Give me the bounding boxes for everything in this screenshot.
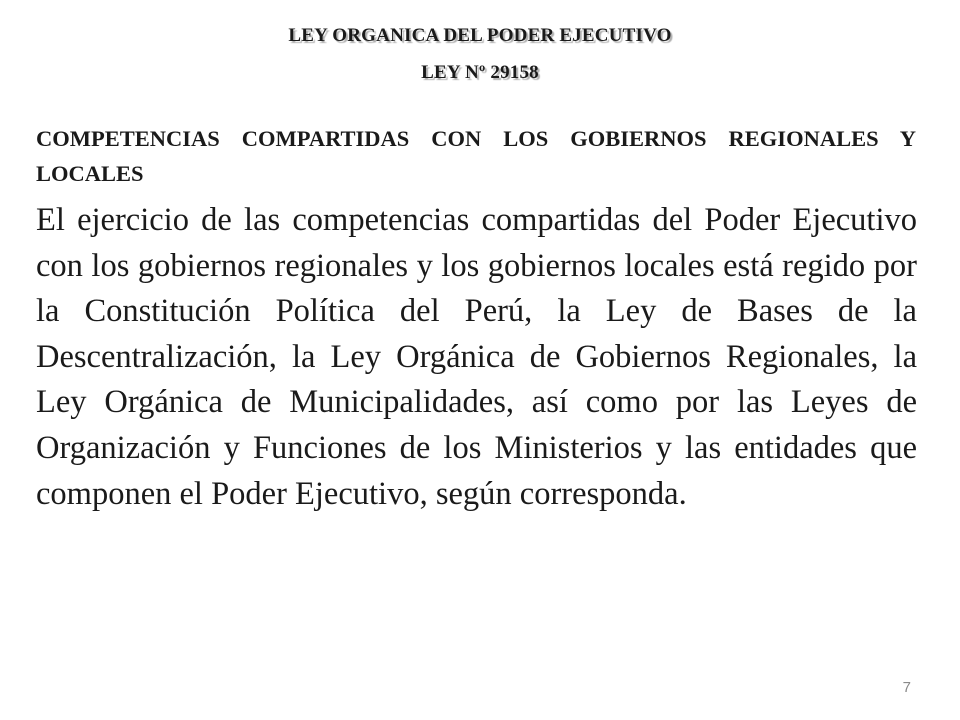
law-number: LEY Nº 29158 xyxy=(421,62,539,83)
section-heading: COMPETENCIAS COMPARTIDAS CON LOS GOBIERNOS REGIONALES Y LOCALES xyxy=(36,126,916,186)
page-number: 7 xyxy=(902,679,911,696)
body-paragraph: El ejercicio de las competencias compartidas del Poder Ejecutivo con los gobiernos regionales y los gobiernos locales está regido por la Constitución Política del Perú, la Ley de Bases de la Descentralización, la Ley Orgánica de Gobiernos Regionales, la Ley Orgánica de Municipalidades, así como por las Leyes de Organización y Funciones de los Ministerios y las entidades que componen el Poder Ejecutivo, según corresponda. xyxy=(36,202,917,512)
slide-title: LEY ORGANICA DEL PODER EJECUTIVO xyxy=(288,25,672,46)
